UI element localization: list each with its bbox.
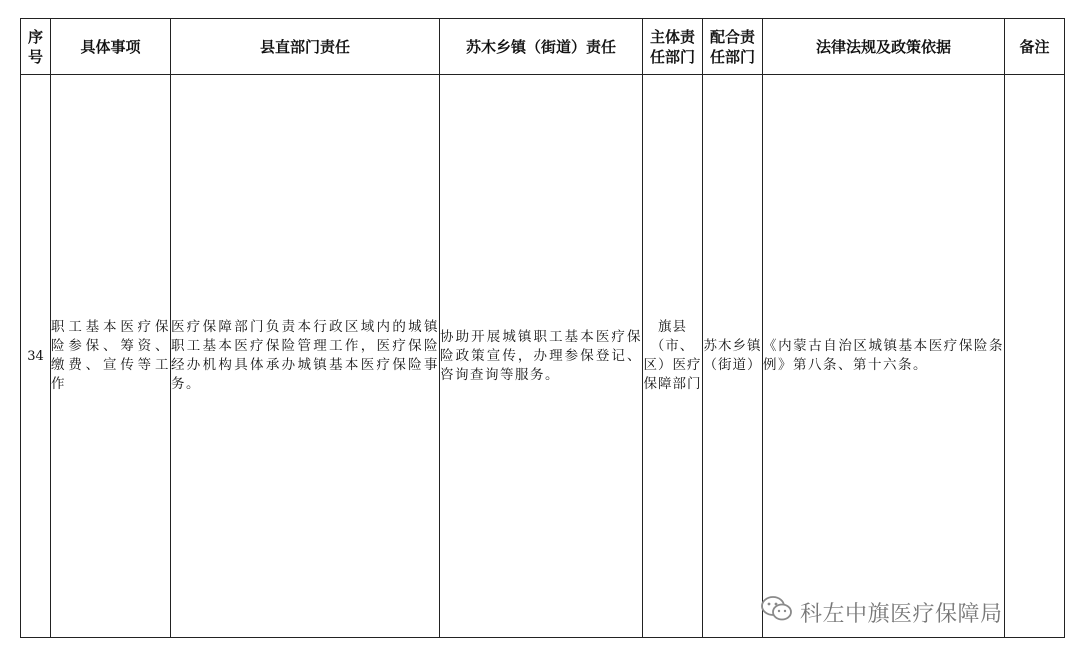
watermark-text: 科左中旗医疗保障局	[800, 601, 1003, 627]
cell-main-dept: 旗县（市、区）医疗保障部门	[643, 75, 703, 638]
header-remarks: 备注	[1005, 19, 1065, 75]
watermark	[760, 594, 1003, 630]
header-township: 苏木乡镇（街道）责任	[440, 19, 643, 75]
header-legal-basis: 法律法规及政策依据	[763, 19, 1005, 75]
header-county-dept: 县直部门责任	[171, 19, 440, 75]
cell-township: 协助开展城镇职工基本医疗保险政策宣传，办理参保登记、咨询查询等服务。	[440, 75, 643, 638]
cell-assist-dept: 苏木乡镇（街道）	[703, 75, 763, 638]
cell-county-dept: 医疗保障部门负责本行政区域内的城镇职工基本医疗保险管理工作，医疗保险经办机构具体承办城镇基本医疗保险事务。	[171, 75, 440, 638]
header-assist-dept: 配合责任部门	[703, 19, 763, 75]
cell-index: 34	[21, 75, 51, 638]
table-row	[21, 75, 1065, 638]
responsibility-table	[20, 18, 1065, 638]
wechat-icon	[760, 594, 800, 630]
header-row	[21, 19, 1065, 75]
header-matter: 具体事项	[51, 19, 171, 75]
cell-matter: 职工基本医疗保险参保、筹资、缴费、宣传等工作	[51, 75, 171, 638]
header-index: 序号	[21, 19, 51, 75]
header-main-dept: 主体责任部门	[643, 19, 703, 75]
cell-legal-basis: 《内蒙古自治区城镇基本医疗保险条例》第八条、第十六条。	[763, 75, 1005, 638]
cell-remarks	[1005, 75, 1065, 638]
